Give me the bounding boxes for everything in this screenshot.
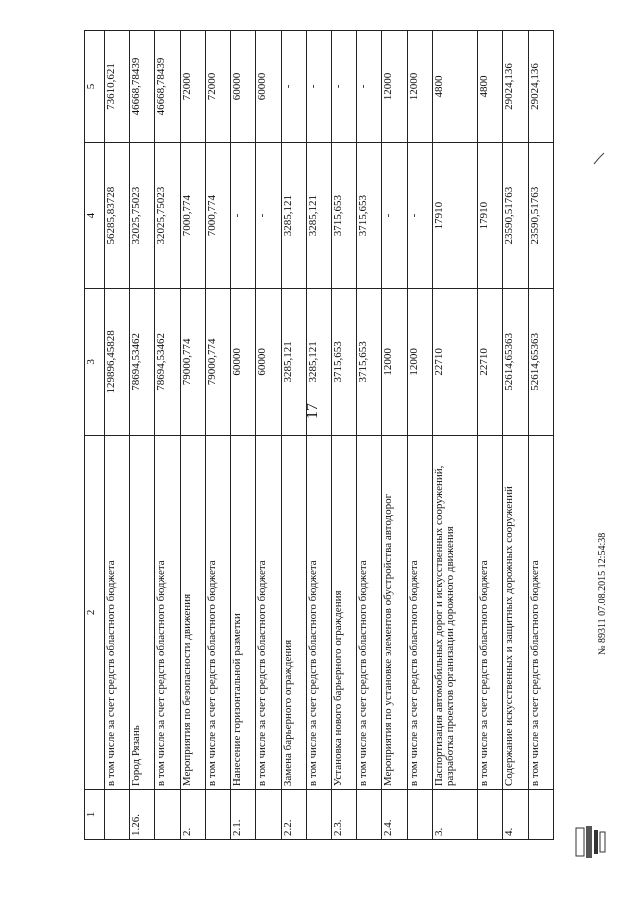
row-year-2: - xyxy=(331,31,356,143)
table-header-row xyxy=(85,31,105,840)
row-name: в том числе за счет средств областного бюджета xyxy=(528,435,553,790)
row-total: 79000,774 xyxy=(205,289,230,435)
row-total: 22710 xyxy=(432,289,477,435)
row-year-1: 32025,75023 xyxy=(155,142,180,288)
row-total: 52614,65363 xyxy=(503,289,528,435)
row-year-2: 60000 xyxy=(256,31,281,143)
row-name: в том числе за счет средств областного бюджета xyxy=(155,435,180,790)
row-number: 4. xyxy=(503,790,528,840)
row-year-1: 7000,774 xyxy=(205,142,230,288)
row-year-1: 7000,774 xyxy=(180,142,205,288)
table-row xyxy=(478,31,503,840)
row-year-2: 12000 xyxy=(407,31,432,143)
row-number xyxy=(407,790,432,840)
page-number: 17 xyxy=(304,403,321,419)
header-cell-5: 5 xyxy=(85,31,105,143)
row-name: Мероприятия по безопасности движения xyxy=(180,435,205,790)
row-name: в том числе за счет средств областного бюджета xyxy=(105,435,130,790)
table-row xyxy=(205,31,230,840)
row-number: 2.1. xyxy=(231,790,256,840)
row-year-2: - xyxy=(357,31,382,143)
row-total: 3715,653 xyxy=(331,289,356,435)
row-year-2: 46668,78439 xyxy=(130,31,155,143)
row-number xyxy=(528,790,553,840)
row-name: Содержание искусственных и защитных дорожных сооружений xyxy=(503,435,528,790)
table-row xyxy=(357,31,382,840)
table-row xyxy=(407,31,432,840)
row-total: 79000,774 xyxy=(180,289,205,435)
row-total: 3285,121 xyxy=(306,289,331,435)
row-year-2: - xyxy=(306,31,331,143)
row-name: Нанесение горизонтальной разметки xyxy=(231,435,256,790)
row-year-1: - xyxy=(231,142,256,288)
row-year-1: 23590,51763 xyxy=(503,142,528,288)
row-number xyxy=(105,790,130,840)
row-name: в том числе за счет средств областного бюджета xyxy=(478,435,503,790)
row-total: 3285,121 xyxy=(281,289,306,435)
row-name: Город Рязань xyxy=(130,435,155,790)
row-year-2: 4800 xyxy=(432,31,477,143)
row-name: в том числе за счет средств областного бюджета xyxy=(407,435,432,790)
row-name: в том числе за счет средств областного бюджета xyxy=(306,435,331,790)
row-total: 129896,45828 xyxy=(105,289,130,435)
row-number xyxy=(256,790,281,840)
table-row xyxy=(105,31,130,840)
budget-table xyxy=(84,30,554,840)
row-number: 2. xyxy=(180,790,205,840)
row-number xyxy=(357,790,382,840)
row-number: 2.4. xyxy=(382,790,407,840)
table-row xyxy=(528,31,553,840)
table-row xyxy=(256,31,281,840)
row-year-2: 72000 xyxy=(180,31,205,143)
row-number xyxy=(205,790,230,840)
row-number: 2.2. xyxy=(281,790,306,840)
row-year-2: 4800 xyxy=(478,31,503,143)
table-row xyxy=(382,31,407,840)
row-total: 12000 xyxy=(407,289,432,435)
header-cell-4: 4 xyxy=(85,142,105,288)
row-number xyxy=(478,790,503,840)
registration-stamp: № 89311 07.08.2015 12:54:38 xyxy=(597,532,608,655)
row-year-1: 3715,653 xyxy=(331,142,356,288)
row-name: в том числе за счет средств областного бюджета xyxy=(205,435,230,790)
table-row xyxy=(432,31,477,840)
row-number: 3. xyxy=(432,790,477,840)
row-year-1: 23590,51763 xyxy=(528,142,553,288)
row-year-1: 56285,83728 xyxy=(105,142,130,288)
scan-mark-icon xyxy=(592,150,606,166)
row-year-1: - xyxy=(256,142,281,288)
table-row xyxy=(281,31,306,840)
table-row xyxy=(306,31,331,840)
table-row xyxy=(130,31,155,840)
row-name: Установка нового барьерного ограждения xyxy=(331,435,356,790)
row-year-2: 73610,621 xyxy=(105,31,130,143)
row-year-1: 17910 xyxy=(432,142,477,288)
row-year-2: 29024,136 xyxy=(528,31,553,143)
row-year-2: 72000 xyxy=(205,31,230,143)
row-year-2: - xyxy=(281,31,306,143)
row-year-1: 17910 xyxy=(478,142,503,288)
table-row xyxy=(331,31,356,840)
row-year-1: 3285,121 xyxy=(306,142,331,288)
row-total: 60000 xyxy=(231,289,256,435)
row-name: в том числе за счет средств областного бюджета xyxy=(256,435,281,790)
header-cell-1: 1 xyxy=(85,790,105,840)
row-total: 52614,65363 xyxy=(528,289,553,435)
row-total: 22710 xyxy=(478,289,503,435)
row-number: 2.3. xyxy=(331,790,356,840)
header-cell-3: 3 xyxy=(85,289,105,435)
row-total: 3715,653 xyxy=(357,289,382,435)
row-name: Замена барьерного ограждения xyxy=(281,435,306,790)
row-year-1: - xyxy=(407,142,432,288)
row-year-2: 60000 xyxy=(231,31,256,143)
header-cell-2: 2 xyxy=(85,435,105,790)
table-row xyxy=(503,31,528,840)
row-name: Мероприятия по установке элементов обустройства автодорог xyxy=(382,435,407,790)
row-year-1: 32025,75023 xyxy=(130,142,155,288)
rotated-table-container xyxy=(84,30,554,840)
table-row xyxy=(231,31,256,840)
row-number: 1.26. xyxy=(130,790,155,840)
row-year-1: 3285,121 xyxy=(281,142,306,288)
row-year-2: 29024,136 xyxy=(503,31,528,143)
row-number xyxy=(306,790,331,840)
row-total: 60000 xyxy=(256,289,281,435)
row-year-2: 46668,78439 xyxy=(155,31,180,143)
row-year-2: 12000 xyxy=(382,31,407,143)
row-name: Паспортизация автомобильных дорог и искусственных сооружений, разработка проектов организации дорожного движения xyxy=(432,435,477,790)
row-name: в том числе за счет средств областного бюджета xyxy=(357,435,382,790)
table-row xyxy=(155,31,180,840)
row-year-1: 3715,653 xyxy=(357,142,382,288)
row-total: 78694,53462 xyxy=(130,289,155,435)
row-total: 12000 xyxy=(382,289,407,435)
row-total: 78694,53462 xyxy=(155,289,180,435)
row-number xyxy=(155,790,180,840)
table-row xyxy=(180,31,205,840)
row-year-1: - xyxy=(382,142,407,288)
emblem-logo-icon xyxy=(574,822,608,862)
